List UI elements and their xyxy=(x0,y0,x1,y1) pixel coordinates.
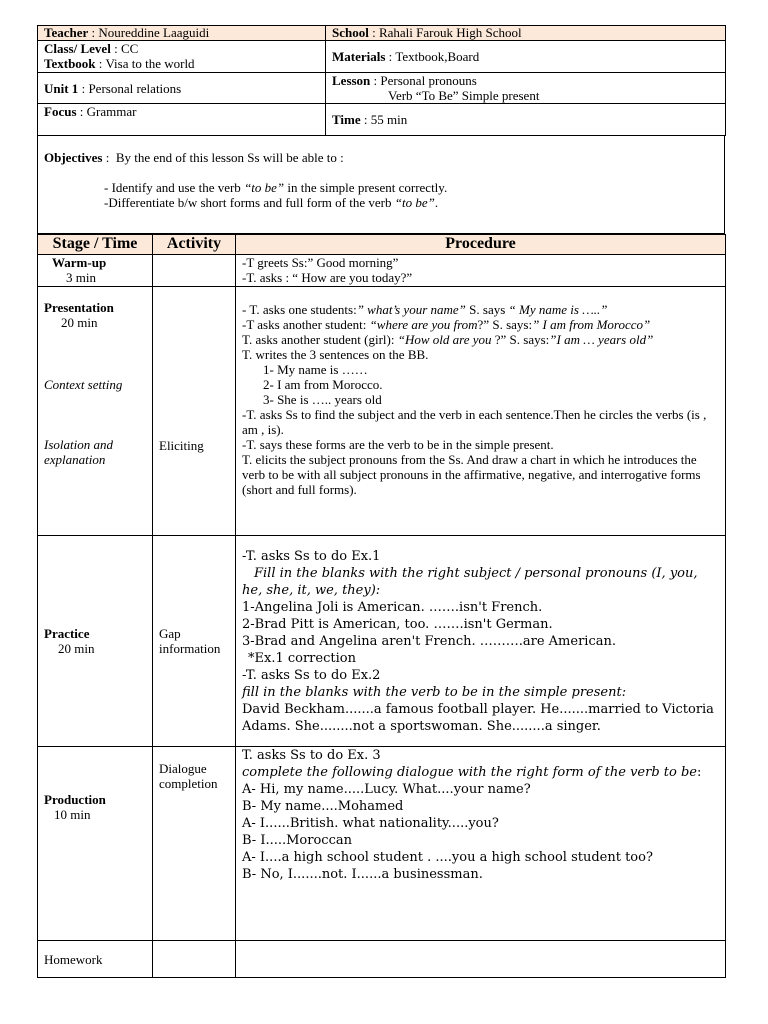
practice-instruction-2: fill in the blanks with the verb to be in the simple present: xyxy=(242,685,627,700)
presentation-activity: Eliciting xyxy=(159,438,204,453)
warmup-stage-cell xyxy=(38,255,153,287)
practice-correction: *Ex.1 correction xyxy=(248,651,356,666)
objectives-table xyxy=(37,136,725,234)
teacher-label: Teacher xyxy=(44,25,89,40)
warmup-line-2: -T. asks : “ How are you today?” xyxy=(242,270,413,285)
materials-cell: Materials : Textbook,Board xyxy=(326,41,726,73)
procedure-column-header: Procedure xyxy=(236,235,726,255)
practice-line-9: David Beckham.......a famous football player. He.......married to Victoria Adams. She........not a sportswoman. She........a singer. xyxy=(242,702,714,734)
time-label: Time xyxy=(332,112,361,127)
production-time: 10 min xyxy=(54,807,91,822)
sentence-2: 2- I am from Morocco. xyxy=(263,377,383,392)
materials-value: Textbook,Board xyxy=(395,49,480,64)
school-label: School xyxy=(332,25,369,40)
warmup-activity-cell xyxy=(153,255,236,287)
lesson-line2: Verb “To Be” Simple present xyxy=(388,88,540,103)
unit-label: Unit 1 xyxy=(44,80,79,96)
warmup-line-1: -T greets Ss:” Good morning” xyxy=(242,255,399,270)
warmup-procedure-cell xyxy=(236,255,726,287)
teacher-cell: Teacher : Noureddine Laaguidi xyxy=(38,26,326,41)
presentation-line-5: -T. asks Ss to find the subject and the verb in each sentence.Then he circles the verbs (is , am , is). xyxy=(242,407,707,437)
presentation-line-4: T. writes the 3 sentences on the BB. xyxy=(242,347,429,362)
practice-activity: Gap information xyxy=(159,626,221,656)
homework-procedure-cell xyxy=(236,941,726,978)
homework-activity-cell xyxy=(153,941,236,978)
objective-item-1: - Identify and use the verb “to be” in the simple present correctly. xyxy=(104,180,448,195)
warmup-time: 3 min xyxy=(66,270,96,285)
production-stage-cell xyxy=(38,747,153,941)
lesson-plan xyxy=(37,25,725,978)
school-cell: School : Rahali Farouk High School xyxy=(326,26,726,41)
practice-procedure-cell xyxy=(236,536,726,747)
presentation-line-3: T. asks another student (girl): “How old are you ?” S. says:”I am … years old” xyxy=(242,332,654,347)
production-stage: Production xyxy=(44,792,106,807)
production-procedure-cell xyxy=(236,747,726,941)
presentation-time: 20 min xyxy=(61,315,98,330)
objectives-intro: By the end of this lesson Ss will be able to : xyxy=(115,150,344,165)
class-textbook-cell: Class/ Level : CC Textbook : Visa to the world xyxy=(38,41,326,73)
homework-stage-cell xyxy=(38,941,153,978)
teacher-value: Noureddine Laaguidi xyxy=(98,25,210,40)
production-instruction: complete the following dialogue with the right form of the verb to be: xyxy=(242,765,702,780)
lesson-cell: Lesson : Personal pronouns Verb “To Be” Simple present xyxy=(326,73,726,104)
production-activity: Dialogue completion xyxy=(159,761,218,791)
production-activity-cell xyxy=(153,747,236,941)
practice-line-1: -T. asks Ss to do Ex.1 xyxy=(242,549,381,564)
time-value: 55 min xyxy=(370,112,408,127)
context-setting-label: Context setting xyxy=(44,377,123,392)
class-value: CC xyxy=(120,41,139,56)
presentation-line-7: T. elicits the subject pronouns from the Ss. And draw a chart in which he introduces the verb to be with all subject pronouns in the affirmative, negative, and interrogative forms (short and full forms). xyxy=(242,452,701,497)
unit-cell: Unit 1 : Personal relations xyxy=(38,73,326,104)
presentation-stage-cell xyxy=(38,287,153,536)
dialogue-line-5: A- I....a high school student . ....you a high school student too? xyxy=(242,850,653,865)
practice-line-4: 2-Brad Pitt is American, too. …….isn't German. xyxy=(242,617,553,632)
homework-row xyxy=(38,941,726,978)
objectives-label: Objectives xyxy=(44,150,103,165)
header-table xyxy=(37,25,726,136)
presentation-line-6: -T. says these forms are the verb to be in the simple present. xyxy=(242,437,554,452)
textbook-label: Textbook xyxy=(44,56,96,71)
focus-value: Grammar xyxy=(86,104,137,119)
isolation-label: Isolation and explanation xyxy=(44,437,113,467)
dialogue-line-3: A- I......British. what nationality.....you? xyxy=(242,816,499,831)
time-cell: Time : 55 min xyxy=(326,104,726,136)
presentation-procedure-cell xyxy=(236,287,726,536)
dialogue-line-6: B- No, I.......not. I......a businessman. xyxy=(242,867,483,882)
unit-value: Personal relations xyxy=(88,80,182,96)
objective-item-2: -Differentiate b/w short forms and full form of the verb “to be”. xyxy=(104,195,439,210)
practice-stage-cell xyxy=(38,536,153,747)
practice-row xyxy=(38,536,726,747)
presentation-line-2: -T asks another student: “where are you from?” S. says:” I am from Morocco” xyxy=(242,317,651,332)
sentence-1: 1- My name is …… xyxy=(263,362,368,377)
homework-stage: Homework xyxy=(44,951,103,967)
materials-label: Materials xyxy=(332,49,386,64)
practice-instruction-1: Fill in the blanks with the right subject / personal pronouns (I, you, he, she, it, we, they): xyxy=(242,566,698,598)
dialogue-line-1: A- Hi, my name.....Lucy. What....your name? xyxy=(242,782,531,797)
lesson-line1: Personal pronouns xyxy=(380,73,477,88)
production-row xyxy=(38,747,726,941)
practice-stage: Practice xyxy=(44,626,90,641)
focus-cell: Focus : Grammar xyxy=(38,104,326,136)
stages-table xyxy=(37,234,726,978)
dialogue-line-4: B- I.....Moroccan xyxy=(242,833,352,848)
practice-line-3: 1-Angelina Joli is American. …….isn't French. xyxy=(242,600,543,615)
practice-line-7: -T. asks Ss to do Ex.2 xyxy=(242,668,381,683)
stage-column-header: Stage / Time xyxy=(38,235,153,255)
presentation-line-1: - T. asks one students:” what’s your name” S. says “ My name is …..” xyxy=(242,302,608,317)
class-label: Class/ Level xyxy=(44,41,111,56)
production-line-1: T. asks Ss to do Ex. 3 xyxy=(242,748,381,763)
focus-label: Focus xyxy=(44,104,77,119)
presentation-stage: Presentation xyxy=(44,300,114,315)
dialogue-line-2: B- My name....Mohamed xyxy=(242,799,404,814)
presentation-row xyxy=(38,287,726,536)
warmup-row xyxy=(38,255,726,287)
textbook-value: Visa to the world xyxy=(105,56,195,71)
lesson-label: Lesson xyxy=(332,73,371,88)
practice-time: 20 min xyxy=(58,641,95,656)
activity-column-header: Activity xyxy=(153,235,236,255)
practice-activity-cell xyxy=(153,536,236,747)
practice-line-5: 3-Brad and Angelina aren't French. ……….are American. xyxy=(242,634,616,649)
warmup-stage: Warm-up xyxy=(52,255,107,270)
school-value: Rahali Farouk High School xyxy=(378,25,522,40)
objectives-cell: Objectives : By the end of this lesson Ss will be able to : - Identify and use the verb “to be” in the simple present correctly. -Differentiate b/w short forms and full form of the verb “to be”. xyxy=(38,136,725,234)
sentence-3: 3- She is ….. years old xyxy=(263,392,382,407)
presentation-activity-cell xyxy=(153,287,236,536)
